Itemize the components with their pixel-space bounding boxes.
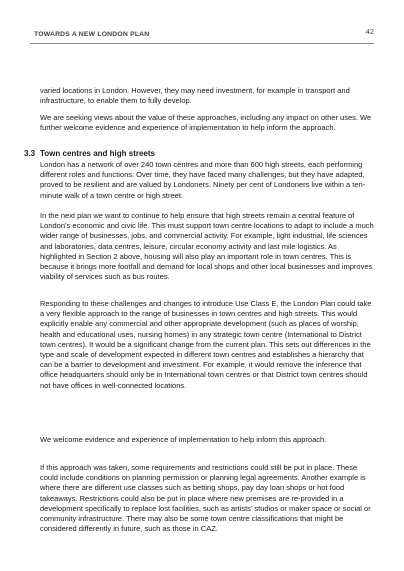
section-paragraph-2: In the next plan we want to continue to help ensure that high streets remain a central feature of London’s economic and civic life. This must support town centre locations to adapt to include a much wider range of businesses, jobs, and commercial activity. For example, light industrial, life sciences and laboratories, data centres, leisure, circular economy activity and last mile logistics. As highlighted in Section 2 above, housing will also play an important role in town centres. This is because it brings more footfall and demand for local shops and other local businesses and improves viability of services such as bus routes.: [40, 211, 374, 282]
running-header-title: TOWARDS A NEW LONDON PLAN: [34, 31, 150, 38]
page-number: 42: [365, 27, 374, 36]
section-paragraph-5: If this approach was taken, some requirements and restrictions could still be put in place. These could include conditions on planning permission or planning legal agreements. Another example is where there are different use classes such as betting shops, pay day loan shops or hot food takeaways. Restrictions could also be put in place where new premises are re-provided in a development specifically to replace lost facilities, such as artists’ studios or maker space or social or community infrastructure. There may also be some town centre classifications that might be considered differently in future, such as those in CAZ.: [40, 463, 371, 534]
paragraph-intro-1: varied locations in London. However, they may need investment, for example in transport and infrastructure, to enable them to fully develop.: [40, 86, 350, 106]
section-paragraph-4: We welcome evidence and experience of implementation to help inform this approach.: [40, 435, 327, 444]
section-paragraph-3: Responding to these challenges and changes to introduce Use Class E, the London Plan could take a very flexible approach to the range of businesses in town centres and high streets. This would explicitly enable any commercial and other appropriate development (such as places of worship, health and educational uses, nursing homes) in any strategic town centre (International to District town centres). It would be a significant change from the current plan. This sets out differences in the type and scale of development expected in different town centres and establishes a hierarchy that can be a barrier to development and investment. For example, it would remove the inference that office headquarters should only be in International town centres or that District town centres should not have offices in well-connected locations.: [40, 299, 372, 390]
section-paragraph-1: London has a network of over 240 town centres and more than 600 high streets, each performing different roles and functions. Over time, they have faced many challenges, but they have adapted, proved to be resilient and are valued by Londoners. Ninety per cent of Londoners live within a ten-minute walk of a town centre or high street.: [40, 160, 366, 200]
paragraph-intro-2: We are seeking views about the value of these approaches, including any impact on other uses. We further welcome evidence and experience of implementation to help inform the approach.: [40, 113, 372, 133]
header-rule: [30, 43, 374, 44]
section-title: Town centres and high streets: [40, 149, 155, 158]
section-number: 3.3: [24, 149, 36, 158]
